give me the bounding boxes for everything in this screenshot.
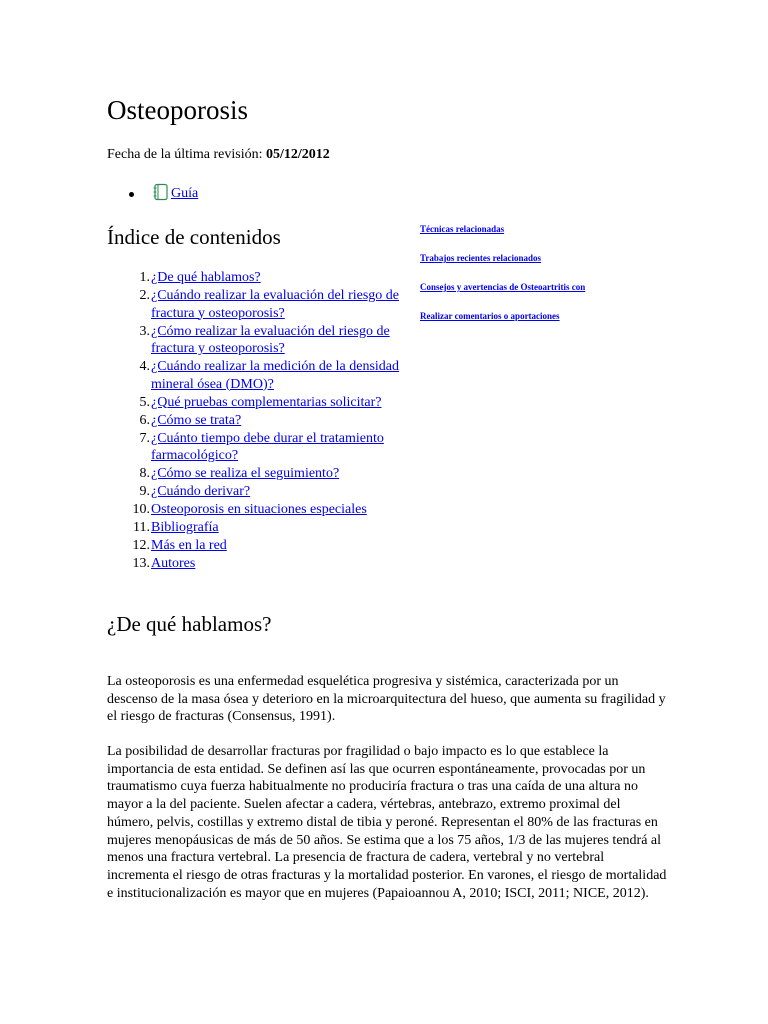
toc-link-como-se-trata[interactable]: ¿Cómo se trata? [151,412,242,428]
toc-link-como-evaluar[interactable]: ¿Cómo realizar la evaluación del riesgo de fractura y osteoporosis? [151,323,390,356]
toc-number: 6. [139,412,150,428]
toc-number: 12. [132,538,150,553]
toc-item-6 [107,412,417,430]
toc-link-medicion-dmo[interactable]: ¿Cuándo realizar la medición de la densidad mineral ósea (DMO)? [151,359,400,392]
toc-link-derivar[interactable]: ¿Cuándo derivar? [151,484,251,499]
toc-item-3 [107,323,417,358]
bullet-icon [129,192,134,197]
page-title: Osteoporosis [107,95,248,125]
link-consejos-osteoartritis[interactable]: Consejos y avertencias de Osteoartritis con [420,282,586,292]
link-trabajos-recientes[interactable]: Trabajos recientes relacionados [420,253,541,263]
toc-item-9 [107,483,417,501]
toc-item-10 [107,501,417,519]
toc-link-situaciones-especiales[interactable]: Osteoporosis en situaciones especiales [151,502,367,517]
revision-date-line [107,146,330,164]
toc-link-seguimiento[interactable]: ¿Cómo se realiza el seguimiento? [151,466,340,481]
toc-number: 13. [132,556,150,571]
toc-item-8 [107,465,417,483]
toc-item-7 [107,430,417,465]
toc-number: 8. [139,466,150,481]
toc-link-autores[interactable]: Autores [151,556,196,571]
toc-item-12 [107,537,417,555]
toc-heading: Índice de contenidos [107,225,281,249]
link-tecnicas-relacionadas[interactable]: Técnicas relacionadas [420,224,505,234]
toc-number: 11. [133,520,150,535]
toc-number: 7. [139,430,150,446]
toc-link-duracion-tratamiento[interactable]: ¿Cuánto tiempo debe durar el tratamiento farmacológico? [151,430,384,463]
related-links-panel [420,223,680,339]
book-icon[interactable] [152,183,170,201]
toc-link-cuando-evaluar[interactable]: ¿Cuándo realizar la evaluación del riesgo de fractura y osteoporosis? [151,288,399,321]
toc-link-bibliografia[interactable]: Bibliografía [151,520,219,535]
guide-list [107,183,198,203]
body-paragraph-1: La osteoporosis es una enfermedad esquelética progresiva y sistémica, caracterizada por un descenso de la masa ósea y deterioro en la microarquitectura del hueso, que aumenta su fragilidad y el riesgo de fracturas (Consensus, 1991). [107,674,666,725]
toc-item-11 [107,519,417,537]
section-heading: ¿De qué hablamos? [107,612,272,636]
toc-item-1 [107,269,417,287]
body-paragraph-2: La posibilidad de desarrollar fracturas por fragilidad o bajo impacto es lo que establece la importancia de esta entidad. Se definen así las que ocurren espontáneamente, provocadas por un traumatismo cuya fuerza habitualmente no produciría fractura o tras una caída de una altura no mayor a la del paciente. Suelen afectar a cadera, vértebras, antebrazo, extremo proximal del húmero, pelvis, costillas y extremo distal de tibia y peroné. Representan el 80% de las fracturas en mujeres menopáusicas de más de 50 años. Se estima que a los 75 años, 1/3 de las mujeres tendrá al menos una fractura vertebral. La presencia de fractura de cadera, vertebral y no vertebral incrementa el riesgo de otras fracturas y la mortalidad posterior. En varones, el riesgo de mortalidad e institucionalización es mayor que en mujeres (Papaioannou A, 2010; ISCI, 2011; NICE, 2012). [107,744,667,901]
toc-number: 1. [139,270,150,285]
toc-link-pruebas[interactable]: ¿Qué pruebas complementarias solicitar? [151,394,382,410]
toc-link-que-hablamos[interactable]: ¿De qué hablamos? [151,270,261,285]
revision-label: Fecha de la última revisión: [107,147,263,162]
toc-link-mas-en-la-red[interactable]: Más en la red [151,538,227,553]
toc-item-2 [107,287,417,322]
revision-date: 05/12/2012 [266,147,330,162]
toc-number: 9. [139,484,150,499]
toc-item-5 [107,394,417,412]
toc-item-13 [107,555,417,573]
link-realizar-comentarios[interactable]: Realizar comentarios o aportaciones [420,311,560,321]
toc-item-4 [107,358,417,393]
toc-number: 3. [139,323,150,339]
guide-list-item [107,183,198,203]
table-of-contents [107,269,417,573]
toc-number: 10. [132,502,150,517]
toc-number: 5. [139,394,150,410]
toc-number: 2. [139,288,150,303]
toc-number: 4. [139,359,150,374]
guide-link[interactable]: Guía [171,186,199,201]
